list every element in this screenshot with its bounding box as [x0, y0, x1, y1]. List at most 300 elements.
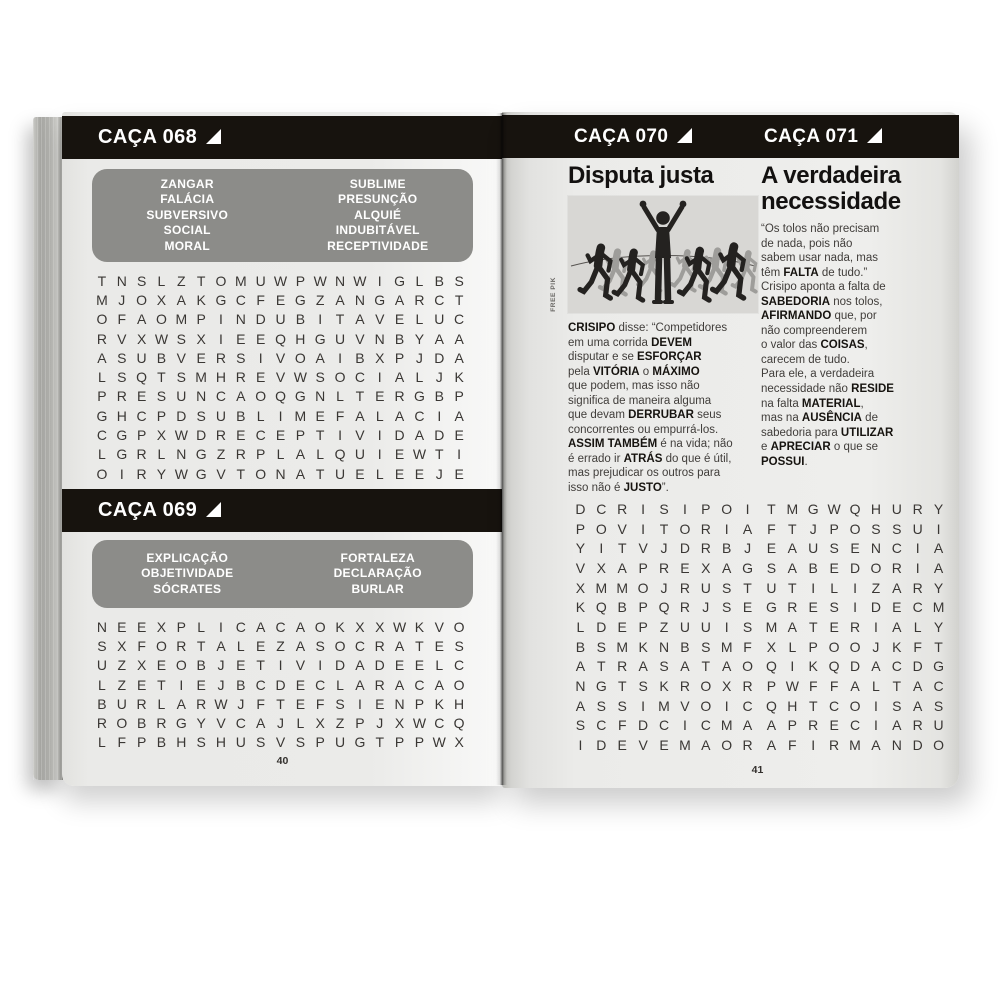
grid-letter: Y [933, 618, 944, 635]
grid-letter: L [375, 465, 384, 482]
grid-row [570, 519, 758, 539]
grid-letter: N [575, 678, 586, 695]
grid-letter: M [595, 579, 608, 596]
grid-letter: V [434, 618, 444, 635]
grid-letter: E [617, 618, 627, 635]
grid-letter: C [434, 291, 445, 308]
word-search-grid-071 [761, 499, 949, 755]
grid-letter: K [434, 695, 444, 712]
grid-letter: R [374, 676, 385, 693]
grid-row [761, 676, 949, 696]
grid-letter: A [295, 446, 306, 463]
grid-row [570, 676, 758, 696]
grid-row [92, 464, 469, 483]
grid-letter: S [295, 734, 306, 751]
grid-letter: E [394, 465, 405, 482]
grid-row [92, 617, 469, 636]
text-line: necessidade não RESIDE [761, 383, 894, 396]
grid-letter: L [157, 695, 166, 712]
grid-letter: U [700, 579, 711, 596]
grid-letter: H [295, 330, 306, 347]
grid-letter: O [255, 465, 267, 482]
grid-letter: P [97, 388, 107, 405]
grid-row [92, 367, 469, 386]
text-line: é errado ir ATRÁS do que é útil, [568, 452, 732, 465]
grid-letter: B [295, 311, 306, 328]
grid-letter: L [98, 734, 106, 751]
grid-letter: P [638, 618, 648, 635]
grid-letter: P [394, 734, 405, 751]
grid-row [570, 499, 758, 519]
grid-letter: Z [117, 657, 127, 674]
grid-letter: G [354, 734, 366, 751]
grid-letter: T [315, 465, 325, 482]
grid-letter: A [454, 407, 464, 424]
grid-letter: X [766, 638, 777, 655]
grid-letter: K [575, 599, 586, 616]
grid-letter: I [790, 658, 795, 675]
grid-row [92, 675, 469, 694]
grid-letter: S [722, 579, 732, 596]
grid-letter: A [892, 618, 902, 635]
grid-letter: F [913, 638, 922, 655]
grid-letter: M [195, 369, 207, 386]
grid-letter: T [808, 697, 818, 714]
grid-letter: C [354, 369, 365, 386]
grid-letter: T [315, 427, 325, 444]
grid-letter: G [374, 291, 386, 308]
grid-row [92, 348, 469, 367]
grid-letter: J [702, 599, 710, 616]
grid-letter: U [255, 272, 266, 289]
grid-letter: T [934, 638, 943, 655]
grid-letter: R [617, 500, 628, 517]
corner-triangle-icon [206, 502, 221, 517]
word-list-box-069 [92, 540, 473, 608]
grid-letter: P [355, 715, 365, 732]
grid-row [761, 696, 949, 716]
grid-letter: I [377, 446, 382, 463]
grid-letter: R [849, 618, 861, 635]
grid-letter: C [235, 715, 246, 732]
grid-letter: V [355, 330, 365, 347]
grid-letter: N [235, 311, 246, 328]
grid-letter: C [215, 388, 227, 405]
grid-letter: A [617, 559, 627, 576]
grid-letter: A [355, 407, 365, 424]
grid-letter: A [787, 540, 797, 557]
grid-letter: K [808, 658, 818, 675]
grid-letter: D [196, 427, 207, 444]
grid-letter: E [136, 388, 147, 405]
grid-letter: J [809, 520, 817, 537]
grid-letter: U [933, 717, 944, 734]
grid-row [92, 271, 469, 290]
grid-letter: L [98, 676, 106, 693]
grid-letter: D [849, 658, 861, 675]
grid-letter: P [176, 618, 186, 635]
grid-letter: U [275, 311, 286, 328]
grid-letter: L [788, 638, 797, 655]
grid-letter: U [354, 446, 365, 463]
word-search-grid-068 [92, 271, 469, 483]
grid-letter: I [641, 500, 646, 517]
text-line: têm FALTA de tudo.” [761, 266, 868, 279]
grid-row [570, 657, 758, 677]
grid-letter: X [596, 559, 606, 576]
grid-letter: R [414, 291, 425, 308]
grid-letter: D [434, 427, 445, 444]
grid-letter: G [766, 599, 777, 616]
grid-letter: M [658, 697, 670, 714]
text-line: disputar e se ESFORÇAR [568, 351, 702, 364]
grid-letter: J [217, 657, 225, 674]
grid-letter: T [236, 465, 246, 482]
word-list-item: INDUBITÁVEL [335, 223, 420, 238]
grid-letter: X [355, 618, 365, 635]
text-line: CRISIPO disse: “Competidores [568, 322, 728, 334]
grid-letter: S [454, 272, 464, 289]
grid-letter: I [119, 465, 124, 482]
grid-letter: S [97, 637, 107, 654]
grid-letter: O [294, 349, 306, 366]
grid-letter: R [215, 349, 227, 366]
text-line: significa de maneira alguma [568, 394, 712, 407]
grid-letter: D [912, 658, 923, 675]
grid-row [92, 445, 469, 464]
grid-letter: A [355, 311, 365, 328]
grid-letter: K [659, 678, 669, 695]
grid-letter: I [641, 697, 646, 714]
grid-letter: W [827, 500, 841, 517]
grid-letter: H [454, 695, 465, 712]
grid-letter: B [136, 715, 147, 732]
grid-letter: U [96, 657, 107, 674]
grid-letter: C [454, 311, 465, 328]
grid-letter: C [315, 676, 326, 693]
puzzle-header-069 [62, 489, 502, 532]
grid-letter: E [256, 369, 266, 386]
grid-letter: V [275, 349, 286, 366]
grid-letter: M [932, 599, 945, 616]
grid-letter: I [724, 520, 729, 537]
grid-letter: U [891, 500, 902, 517]
grid-letter: E [295, 676, 306, 693]
text-line: na falta MATERIAL, [761, 397, 864, 410]
text-line: mas prejudicar os outros para [568, 467, 721, 480]
corner-triangle-icon [677, 128, 692, 143]
grid-letter: S [176, 330, 186, 347]
grid-letter: E [394, 446, 405, 463]
grid-letter: R [136, 465, 147, 482]
word-list-item: MORAL [164, 238, 210, 253]
grid-letter: E [454, 465, 464, 482]
grid-letter: W [392, 618, 407, 635]
grid-letter: I [219, 618, 223, 635]
grid-letter: F [788, 737, 797, 754]
grid-letter: R [912, 579, 923, 596]
grid-letter: S [596, 638, 606, 655]
grid-letter: L [316, 446, 325, 463]
grid-letter: S [701, 638, 711, 655]
grid-letter: S [659, 658, 669, 675]
grid-letter: L [830, 579, 839, 596]
grid-letter: G [175, 715, 187, 732]
grid-letter: P [829, 520, 839, 537]
grid-row [761, 538, 949, 558]
grid-letter: F [808, 678, 818, 695]
grid-letter: A [434, 330, 444, 347]
grid-letter: L [236, 637, 245, 654]
grid-letter: W [174, 465, 188, 482]
grid-letter: G [294, 388, 306, 405]
grid-letter: I [853, 599, 857, 616]
grid-letter: C [742, 697, 753, 714]
word-search-grid-069 [92, 617, 469, 752]
grid-letter: S [742, 618, 753, 635]
grid-letter: H [116, 407, 127, 424]
grid-letter: I [599, 540, 604, 557]
grid-letter: O [156, 311, 167, 328]
grid-letter: R [742, 737, 753, 754]
grid-letter: L [872, 678, 880, 695]
grid-row [92, 329, 469, 348]
grid-letter: M [720, 638, 733, 655]
grid-letter: O [255, 388, 267, 405]
grid-letter: G [933, 658, 945, 675]
word-list-item: EXPLICAÇÃO [146, 550, 229, 565]
grid-letter: W [412, 715, 427, 732]
grid-row [570, 637, 758, 657]
grid-letter: Q [766, 658, 777, 675]
grid-letter: T [335, 311, 345, 328]
grid-letter: E [136, 676, 147, 693]
grid-letter: A [701, 737, 711, 754]
grid-letter: O [334, 369, 346, 386]
grid-letter: U [808, 540, 819, 557]
grid-letter: E [315, 407, 325, 424]
grid-letter: E [375, 695, 385, 712]
grid-letter: E [394, 311, 405, 328]
grid-letter: S [136, 272, 147, 289]
grid-letter: S [829, 599, 839, 616]
grid-letter: A [871, 658, 881, 675]
grid-letter: U [235, 734, 246, 751]
grid-letter: A [454, 349, 464, 366]
grid-letter: B [434, 272, 444, 289]
grid-letter: I [853, 579, 857, 596]
grid-letter: A [742, 717, 753, 734]
grid-row [92, 733, 469, 752]
word-list-item: DECLARAÇÃO [333, 566, 422, 581]
grid-letter: L [256, 407, 265, 424]
grid-letter: T [701, 658, 711, 675]
grid-letter: V [117, 330, 127, 347]
grid-letter: Y [414, 330, 425, 347]
grid-letter: O [314, 618, 326, 635]
grid-letter: Q [275, 388, 286, 405]
grid-letter: D [596, 618, 607, 635]
grid-letter: A [680, 658, 690, 675]
grid-letter: S [256, 734, 266, 751]
grid-letter: I [873, 618, 878, 635]
grid-letter: V [275, 734, 286, 751]
grid-letter: T [157, 369, 166, 386]
grid-letter: P [315, 734, 325, 751]
grid-letter: S [766, 559, 777, 576]
grid-letter: R [136, 446, 147, 463]
grid-letter: P [454, 388, 464, 405]
grid-letter: A [913, 697, 923, 714]
grid-letter: C [255, 427, 266, 444]
grid-letter: E [196, 349, 206, 366]
grid-letter: C [454, 657, 465, 674]
grid-letter: O [96, 311, 108, 328]
puzzle-header-071-label: CAÇA 071 [764, 125, 859, 147]
grid-letter: L [415, 369, 424, 386]
grid-letter: Z [315, 291, 325, 308]
grid-letter: S [176, 369, 186, 386]
grid-letter: M [175, 311, 188, 328]
grid-letter: I [682, 500, 687, 517]
grid-letter: D [575, 500, 586, 517]
grid-letter: D [849, 559, 861, 576]
grid-letter: J [435, 369, 443, 386]
grid-letter: I [745, 500, 750, 517]
grid-letter: R [136, 695, 147, 712]
grid-letter: Z [276, 637, 285, 654]
grid-letter: N [374, 330, 385, 347]
grid-letter: C [136, 407, 147, 424]
grid-letter: T [617, 540, 627, 557]
grid-letter: F [256, 695, 265, 712]
grid-letter: R [235, 369, 246, 386]
grid-letter: A [913, 678, 923, 695]
grid-letter: S [156, 388, 167, 405]
grid-letter: I [811, 579, 816, 596]
grid-letter: T [454, 291, 464, 308]
grid-letter: X [156, 291, 167, 308]
grid-letter: L [98, 369, 106, 386]
puzzle-header-069-label: CAÇA 069 [98, 499, 198, 521]
grid-letter: P [156, 407, 167, 424]
grid-letter: L [197, 618, 206, 635]
grid-letter: A [638, 658, 648, 675]
grid-letter: A [256, 715, 266, 732]
grid-letter: C [414, 407, 425, 424]
grid-letter: T [788, 520, 797, 537]
text-line: sabem usar nada, mas [761, 252, 878, 265]
grid-letter: S [575, 717, 586, 734]
grid-letter: I [357, 695, 362, 712]
grid-letter: R [912, 717, 923, 734]
grid-row [761, 735, 949, 755]
grid-letter: K [454, 369, 464, 386]
grid-letter: W [353, 272, 367, 289]
grid-letter: I [338, 349, 342, 366]
grid-letter: A [766, 737, 777, 754]
grid-letter: F [315, 695, 325, 712]
grid-row [92, 694, 469, 713]
grid-letter: T [196, 272, 206, 289]
left-page [62, 112, 502, 786]
grid-letter: T [276, 695, 285, 712]
puzzle-title-071: A verdadeira necessidade [761, 162, 901, 215]
grid-letter: U [912, 520, 923, 537]
puzzle-title-070: Disputa justa [568, 162, 714, 189]
grid-letter: E [355, 465, 365, 482]
grid-letter: L [375, 407, 384, 424]
corner-triangle-icon [867, 128, 882, 143]
right-page [502, 112, 959, 788]
grid-letter: E [659, 737, 669, 754]
grid-letter: V [680, 697, 690, 714]
grid-letter: R [235, 446, 246, 463]
text-line: ASSIM TAMBÉM é na vida; não [568, 438, 733, 451]
grid-letter: A [394, 637, 405, 654]
grid-letter: R [787, 599, 798, 616]
text-line: em uma corrida DEVEM [568, 336, 692, 349]
grid-letter: A [787, 559, 797, 576]
text-line: não compreenderem [761, 324, 868, 337]
grid-letter: S [236, 349, 246, 366]
grid-letter: T [597, 658, 606, 675]
grid-letter: A [933, 559, 944, 576]
grid-letter: R [808, 717, 819, 734]
grid-letter: C [912, 599, 923, 616]
grid-letter: A [850, 678, 860, 695]
grid-letter: E [742, 599, 753, 616]
grid-letter: I [873, 717, 878, 734]
grid-letter: L [296, 715, 305, 732]
grid-letter: J [277, 715, 285, 732]
word-list-item: SUBLIME [349, 176, 406, 191]
grid-letter: N [870, 540, 881, 557]
text-line: sabedoria para UTILIZAR [761, 426, 894, 439]
grid-letter: R [374, 637, 385, 654]
grid-letter: N [354, 291, 365, 308]
word-list-069-left [92, 551, 283, 598]
grid-letter: N [176, 446, 187, 463]
grid-row [570, 735, 758, 755]
grid-letter: O [175, 657, 187, 674]
grid-letter: P [638, 559, 648, 576]
grid-letter: P [575, 520, 586, 537]
grid-letter: E [808, 599, 818, 616]
grid-letter: O [334, 637, 346, 654]
grid-row [761, 657, 949, 677]
grid-letter: C [434, 715, 445, 732]
grid-letter: W [785, 678, 799, 695]
grid-letter: T [157, 676, 166, 693]
grid-letter: B [156, 349, 167, 366]
grid-row [761, 519, 949, 539]
grid-letter: A [575, 697, 586, 714]
grid-letter: W [412, 446, 427, 463]
grid-letter: U [766, 579, 777, 596]
grid-letter: B [196, 657, 206, 674]
grid-letter: C [596, 717, 607, 734]
grid-letter: P [256, 446, 266, 463]
grid-letter: T [256, 657, 265, 674]
grid-letter: L [415, 272, 424, 289]
text-line: concorrentes ou empurrá-los. [568, 423, 719, 436]
grid-letter: R [679, 579, 690, 596]
grid-letter: D [912, 737, 923, 754]
grid-letter: O [849, 638, 861, 655]
grid-letter: P [295, 272, 306, 289]
grid-letter: A [742, 520, 753, 537]
